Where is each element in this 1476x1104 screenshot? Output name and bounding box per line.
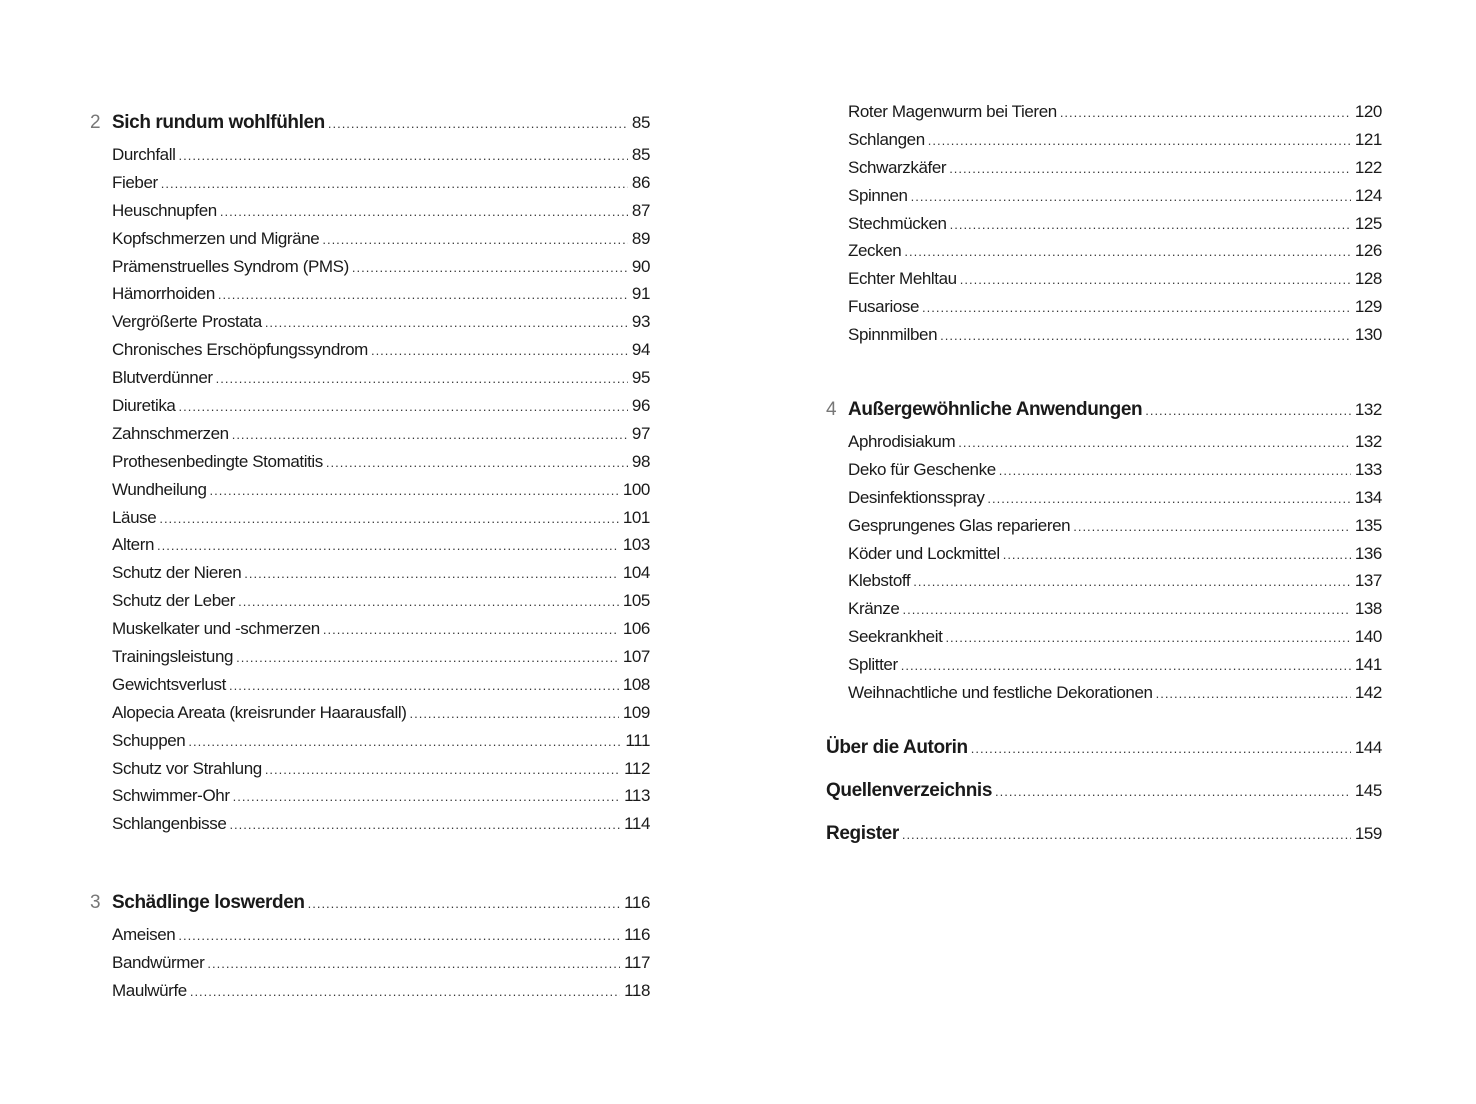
entry-label: Wundheilung	[112, 479, 207, 499]
entry-label: Altern	[112, 535, 155, 555]
toc-entry[interactable]	[826, 683, 1382, 711]
page-number: 144	[1354, 737, 1382, 757]
dot-leader	[1145, 403, 1351, 418]
toc-entry[interactable]	[90, 981, 650, 1009]
entry-label: Vergrößerte Prostata	[112, 312, 262, 332]
entry-label: Seekrankheit	[848, 627, 943, 647]
dot-leader	[1060, 105, 1351, 120]
toc-right-page	[826, 102, 1382, 866]
dot-leader	[958, 435, 1351, 450]
dot-leader	[904, 244, 1350, 259]
toc-entry[interactable]	[90, 703, 650, 731]
page-number: 137	[1354, 571, 1382, 591]
toc-entry[interactable]	[826, 460, 1382, 488]
toc-entry[interactable]	[90, 173, 650, 201]
entry-label: Schwimmer-Ohr	[112, 786, 230, 806]
page-number: 125	[1354, 213, 1382, 233]
page-number: 104	[622, 563, 650, 583]
entry-label: Schutz der Nieren	[112, 563, 242, 583]
dot-leader	[159, 511, 619, 526]
entry-label: Prämenstruelles Syndrom (PMS)	[112, 256, 349, 276]
dot-leader	[190, 984, 620, 999]
toc-entry[interactable]	[90, 647, 650, 675]
entry-label: Splitter	[848, 655, 898, 675]
entry-label: Schuppen	[112, 730, 186, 750]
page-number: 86	[631, 172, 650, 192]
page-number: 124	[1354, 185, 1382, 205]
entry-label: Weihnachtliche und festliche Dekorationen	[848, 683, 1153, 703]
dot-leader	[326, 455, 628, 470]
toc-entry[interactable]	[90, 786, 650, 814]
dot-leader	[987, 491, 1350, 506]
page-number: 159	[1354, 823, 1382, 843]
toc-entry[interactable]	[826, 325, 1382, 353]
dot-leader	[323, 622, 619, 637]
toc-entry[interactable]	[90, 424, 650, 452]
toc-entry[interactable]	[90, 619, 650, 647]
page-number: 132	[1354, 400, 1382, 420]
entry-label: Zahnschmerzen	[112, 423, 229, 443]
dot-leader	[911, 189, 1351, 204]
entry-label: Register	[826, 822, 899, 844]
page-number: 130	[1354, 325, 1382, 345]
dot-leader	[950, 217, 1351, 232]
entry-label: Spinnen	[848, 185, 908, 205]
page-number: 109	[622, 702, 650, 722]
page-number: 98	[631, 451, 650, 471]
toc-entry[interactable]	[826, 655, 1382, 683]
dot-leader	[265, 315, 628, 330]
chapter-4-heading[interactable]	[826, 399, 1382, 432]
page-number: 95	[631, 368, 650, 388]
toc-entry[interactable]	[90, 814, 650, 842]
entry-label: Schutz vor Strahlung	[112, 758, 262, 778]
chapter-4-entries	[826, 432, 1382, 711]
page-number: 105	[622, 591, 650, 611]
entry-label: Klebstoff	[848, 571, 911, 591]
toc-entry[interactable]	[90, 731, 650, 759]
chapter-number: 4	[826, 399, 837, 421]
entry-label: Heuschnupfen	[112, 200, 217, 220]
page-number: 112	[624, 758, 650, 778]
dot-leader	[218, 287, 628, 302]
page-number: 122	[1354, 157, 1382, 177]
dot-leader	[207, 956, 620, 971]
page-number: 100	[622, 479, 650, 499]
page-number: 117	[624, 953, 650, 973]
entry-label: Schwarzkäfer	[848, 157, 947, 177]
dot-leader	[901, 658, 1351, 673]
dot-leader	[999, 463, 1351, 478]
chapter-2-entries	[90, 145, 650, 842]
toc-entry[interactable]	[826, 241, 1382, 269]
dot-leader	[229, 817, 620, 832]
page-number: 126	[1354, 241, 1382, 261]
toc-entry[interactable]	[90, 591, 650, 619]
dot-leader	[232, 427, 628, 442]
toc-entry[interactable]	[90, 340, 650, 368]
toc-entry[interactable]	[826, 158, 1382, 186]
entry-label: Aphrodisiakum	[848, 432, 956, 452]
entry-label: Kränze	[848, 599, 900, 619]
page-number: 134	[1354, 487, 1382, 507]
page-number: 132	[1354, 432, 1382, 452]
dot-leader	[229, 678, 619, 693]
entry-label: Muskelkater und -schmerzen	[112, 619, 320, 639]
toc-entry[interactable]	[90, 535, 650, 563]
page-number: 85	[631, 113, 650, 132]
back-matter-entries	[826, 737, 1382, 866]
page-number: 87	[631, 200, 650, 220]
page-number: 128	[1354, 269, 1382, 289]
page-number: 107	[622, 647, 650, 667]
toc-entry[interactable]	[826, 737, 1382, 780]
entry-label: Schlangen	[848, 129, 925, 149]
entry-label: Trainingsleistung	[112, 647, 234, 667]
toc-entry[interactable]	[90, 201, 650, 229]
chapter-title: Sich rundum wohlfühlen	[112, 112, 325, 133]
entry-label: Chronisches Erschöpfungssyndrom	[112, 340, 368, 360]
toc-entry[interactable]	[826, 627, 1382, 655]
entry-label: Fusariose	[848, 297, 920, 317]
chapter-2-heading[interactable]	[90, 112, 650, 145]
entry-label: Maulwürfe	[112, 981, 187, 1001]
page-number: 120	[1354, 102, 1382, 121]
page-number: 91	[631, 284, 650, 304]
dot-leader	[161, 176, 628, 191]
entry-label: Durchfall	[112, 145, 176, 164]
page-number: 108	[622, 674, 650, 694]
dot-leader	[928, 133, 1351, 148]
toc-entry[interactable]	[826, 297, 1382, 325]
toc-entry[interactable]	[90, 257, 650, 285]
page-number: 121	[1354, 129, 1382, 149]
dot-leader	[949, 161, 1351, 176]
toc-entry[interactable]	[826, 823, 1382, 866]
entry-label: Über die Autorin	[826, 736, 968, 758]
page-number: 141	[1354, 655, 1382, 675]
entry-label: Desinfektionsspray	[848, 487, 985, 507]
page-number: 90	[631, 256, 650, 276]
dot-leader	[220, 204, 628, 219]
page-number: 97	[631, 423, 650, 443]
toc-entry[interactable]	[90, 284, 650, 312]
page-number: 135	[1354, 515, 1382, 535]
toc-entry[interactable]	[90, 563, 650, 591]
chapter-3-entries	[90, 925, 650, 1009]
dot-leader	[244, 566, 619, 581]
dot-leader	[178, 399, 627, 414]
chapter-3-entries-continued	[826, 102, 1382, 353]
entry-label: Kopfschmerzen und Migräne	[112, 228, 320, 248]
entry-label: Hämorrhoiden	[112, 284, 215, 304]
page-number: 89	[631, 228, 650, 248]
page-number: 113	[624, 786, 650, 806]
entry-label: Stechmücken	[848, 213, 947, 233]
dot-leader	[1156, 686, 1351, 701]
chapter-number: 3	[90, 892, 101, 914]
entry-label: Spinnmilben	[848, 325, 938, 345]
entry-label: Diuretika	[112, 396, 176, 416]
entry-label: Blutverdünner	[112, 368, 213, 388]
page-number: 106	[622, 619, 650, 639]
entry-label: Gewichtsverlust	[112, 674, 226, 694]
toc-entry[interactable]	[90, 229, 650, 257]
toc-entry[interactable]	[90, 368, 650, 396]
page-number: 142	[1354, 683, 1382, 703]
dot-leader	[216, 371, 628, 386]
entry-label: Bandwürmer	[112, 953, 205, 973]
toc-entry[interactable]	[826, 488, 1382, 516]
dot-leader	[945, 630, 1350, 645]
toc-entry[interactable]	[90, 396, 650, 424]
entry-label: Ameisen	[112, 925, 176, 945]
dot-leader	[1073, 519, 1351, 534]
toc-left-page	[90, 112, 650, 1009]
toc-entry[interactable]	[90, 925, 650, 953]
page-number: 103	[622, 535, 650, 555]
page-number: 93	[631, 312, 650, 332]
dot-leader	[178, 928, 620, 943]
toc-entry[interactable]	[90, 312, 650, 340]
entry-label: Echter Mehltau	[848, 269, 957, 289]
dot-leader	[210, 483, 619, 498]
toc-entry[interactable]	[90, 759, 650, 787]
toc-entry[interactable]	[90, 145, 650, 173]
dot-leader	[352, 260, 628, 275]
entry-label: Schlangenbisse	[112, 814, 227, 834]
page-number: 96	[631, 396, 650, 416]
page-number: 140	[1354, 627, 1382, 647]
entry-label: Quellenverzeichnis	[826, 779, 992, 801]
dot-leader	[236, 650, 619, 665]
toc-entry[interactable]	[90, 452, 650, 480]
toc-entry[interactable]	[826, 516, 1382, 544]
entry-label: Läuse	[112, 507, 157, 527]
page-number: 111	[625, 730, 650, 750]
page-number: 101	[622, 507, 650, 527]
entry-label: Gesprungenes Glas reparieren	[848, 515, 1071, 535]
chapter-3-heading[interactable]	[90, 892, 650, 925]
dot-leader	[960, 272, 1351, 287]
entry-label: Köder und Lockmittel	[848, 543, 1000, 563]
toc-entry[interactable]	[826, 571, 1382, 599]
dot-leader	[940, 328, 1351, 343]
page-number: 136	[1354, 543, 1382, 563]
dot-leader	[902, 827, 1351, 842]
toc-entry[interactable]	[826, 130, 1382, 158]
dot-leader	[322, 232, 628, 247]
page-number: 138	[1354, 599, 1382, 619]
toc-entry[interactable]	[826, 269, 1382, 297]
dot-leader	[371, 343, 628, 358]
toc-entry[interactable]	[90, 508, 650, 536]
entry-label: Schutz der Leber	[112, 591, 236, 611]
chapter-number: 2	[90, 112, 101, 133]
entry-label: Fieber	[112, 172, 158, 192]
toc-entry[interactable]	[826, 544, 1382, 572]
entry-label: Prothesenbedingte Stomatitis	[112, 451, 323, 471]
toc-entry[interactable]	[90, 953, 650, 981]
page-number: 145	[1354, 780, 1382, 800]
page-number: 85	[631, 145, 650, 164]
toc-entry[interactable]	[826, 599, 1382, 627]
dot-leader	[178, 148, 627, 163]
entry-label: Zecken	[848, 241, 902, 261]
dot-leader	[902, 602, 1350, 617]
dot-leader	[328, 116, 628, 131]
dot-leader	[922, 300, 1351, 315]
page-number: 118	[624, 981, 650, 1001]
toc-entry[interactable]	[90, 480, 650, 508]
entry-label: Roter Magenwurm bei Tieren	[848, 102, 1057, 121]
dot-leader	[409, 706, 618, 721]
dot-leader	[238, 594, 619, 609]
chapter-title: Außergewöhnliche Anwendungen	[848, 399, 1143, 421]
dot-leader	[188, 734, 621, 749]
page-number: 94	[631, 340, 650, 360]
dot-leader	[913, 574, 1351, 589]
dot-leader	[308, 896, 620, 911]
toc-entry[interactable]	[826, 780, 1382, 823]
dot-leader	[233, 789, 621, 804]
page-number: 116	[624, 893, 650, 913]
dot-leader	[157, 538, 619, 553]
chapter-title: Schädlinge loswerden	[112, 892, 305, 914]
toc-entry[interactable]	[826, 186, 1382, 214]
toc-entry[interactable]	[826, 214, 1382, 242]
dot-leader	[971, 741, 1351, 756]
dot-leader	[1003, 547, 1351, 562]
page-number: 116	[624, 925, 650, 945]
toc-entry[interactable]	[90, 675, 650, 703]
entry-label: Alopecia Areata (kreisrunder Haarausfall)	[112, 702, 407, 722]
entry-label: Deko für Geschenke	[848, 459, 996, 479]
dot-leader	[995, 784, 1351, 799]
toc-entry[interactable]	[826, 432, 1382, 460]
page-number: 114	[624, 814, 650, 834]
page-number: 133	[1354, 459, 1382, 479]
dot-leader	[265, 762, 620, 777]
page-number: 129	[1354, 297, 1382, 317]
toc-entry[interactable]	[826, 102, 1382, 130]
